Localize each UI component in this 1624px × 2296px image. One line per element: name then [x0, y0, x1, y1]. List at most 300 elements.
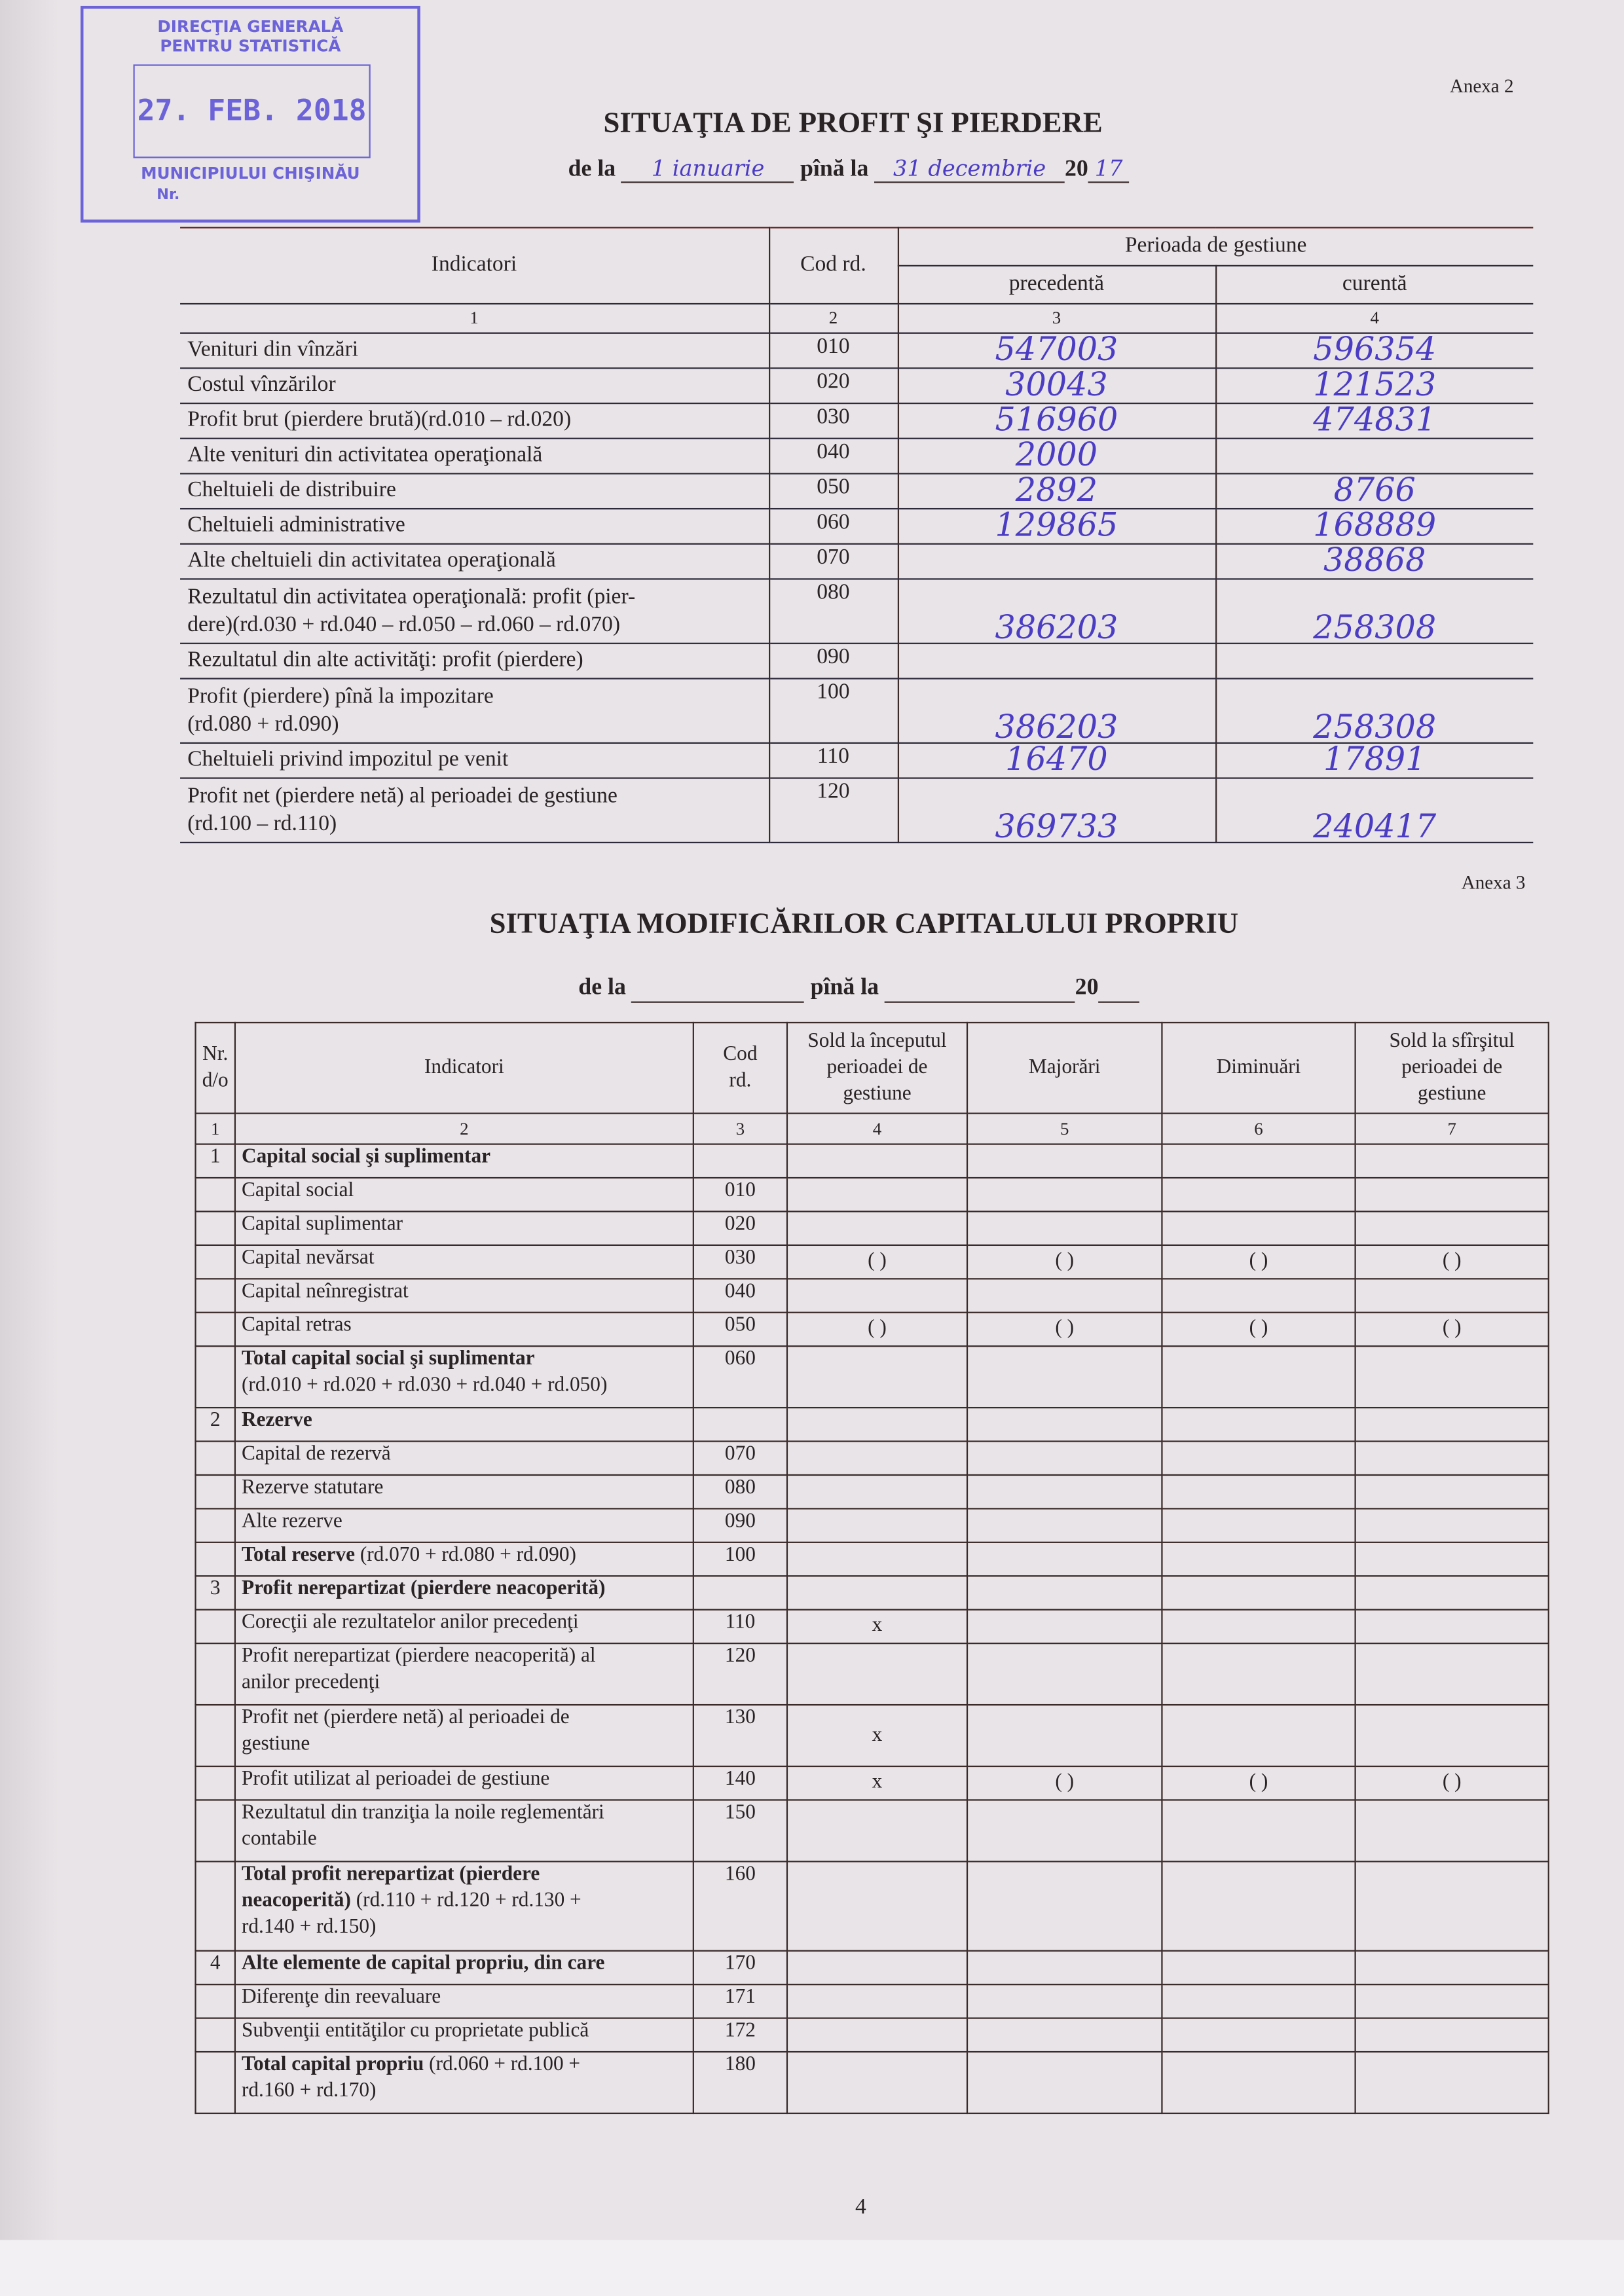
anexa-3-label: Anexa 3 [1461, 871, 1526, 894]
col-num-3: 3 [898, 304, 1215, 333]
row-code: 130 [693, 1705, 787, 1766]
profit-title: SITUAŢIA DE PROFIT ŞI PIERDERE [603, 107, 1103, 139]
row-label-cell [235, 1178, 693, 1211]
value-current: 168889 [1215, 509, 1533, 544]
row-label-cell [235, 1211, 693, 1245]
value-previous: 547003 [898, 333, 1215, 369]
row-label-formula: (rd.060 + rd.100 + rd.160 + rd.170) [241, 2054, 581, 2103]
value-previous: 16470 [898, 743, 1215, 778]
row-number [196, 1245, 235, 1279]
value-c7 [1356, 1144, 1549, 1178]
row-number [196, 1861, 235, 1950]
row-label-cell [235, 1144, 693, 1178]
value-c5 [967, 1800, 1162, 1861]
row-label-cell [235, 1313, 693, 1346]
value-c4 [787, 1643, 967, 1705]
table-row [180, 778, 1533, 843]
value-c5 [967, 1442, 1162, 1475]
value-c6 [1162, 1643, 1355, 1705]
row-label-formula: (rd.010 + rd.020 + rd.030 + rd.040 + rd.050) [241, 1374, 608, 1397]
table-row [180, 509, 1533, 544]
stamp-nr: Nr. [157, 187, 180, 204]
row-number [196, 1211, 235, 1245]
row-label: Profit utilizat al perioadei de gestiune [241, 1768, 550, 1791]
row-code: 100 [769, 678, 898, 742]
row-code [693, 1144, 787, 1178]
table-row [180, 743, 1533, 778]
row-label: Capital social [241, 1180, 354, 1202]
row-label: Rezultatul din tranziţia la noile reglementări contabile [241, 1802, 604, 1851]
value-current [1215, 439, 1533, 474]
row-code: 172 [693, 2018, 787, 2052]
col-num-4: 4 [787, 1114, 967, 1144]
row-label-cell [235, 1576, 693, 1609]
row-code: 030 [693, 1245, 787, 1279]
value-previous [898, 644, 1215, 679]
row-label-cell [235, 1861, 693, 1950]
value-c6 [1162, 1610, 1355, 1643]
table-row [196, 1508, 1549, 1542]
row-code [693, 1408, 787, 1441]
row-code: 080 [693, 1475, 787, 1508]
header-sold-sfirsit: Sold la sfîrşitul perioadei de gestiune [1356, 1023, 1549, 1114]
row-number [196, 2018, 235, 2052]
value-c7 [1356, 1475, 1549, 1508]
table-row [196, 2052, 1549, 2113]
row-label: Costul vînzărilor [180, 368, 769, 403]
row-code: 160 [693, 1861, 787, 1950]
row-code: 010 [693, 1178, 787, 1211]
row-label: Capital suplimentar [241, 1213, 403, 1236]
table-row [196, 1800, 1549, 1861]
value-c6 [1162, 1951, 1355, 1984]
row-code: 100 [693, 1542, 787, 1576]
value-c4 [787, 1408, 967, 1441]
value-current: 474831 [1215, 403, 1533, 439]
value-c6 [1162, 1178, 1355, 1211]
value-c5 [967, 1508, 1162, 1542]
table-row [196, 1442, 1549, 1475]
value-previous: 516960 [898, 403, 1215, 439]
col-num-1: 1 [180, 304, 769, 333]
value-c6: ( ) [1162, 1245, 1355, 1279]
value-c6 [1162, 2052, 1355, 2113]
value-current: 258308 [1215, 678, 1533, 742]
table-row [196, 1408, 1549, 1441]
profit-loss-table [180, 227, 1533, 847]
table-row [196, 1643, 1549, 1705]
anexa-2-label: Anexa 2 [1449, 75, 1514, 97]
table-row [180, 579, 1533, 643]
col-num-3: 3 [693, 1114, 787, 1144]
row-code: 140 [693, 1766, 787, 1800]
table-row [180, 473, 1533, 509]
row-label: Rezultatul din alte activităţi: profit (pierdere) [180, 644, 769, 679]
stamp-line2: PENTRU STATISTICĂ [160, 36, 341, 56]
row-label: Capital social şi suplimentar [241, 1146, 491, 1169]
table-row [196, 2018, 1549, 2052]
row-code: 180 [693, 2052, 787, 2113]
row-number [196, 1346, 235, 1408]
value-c6 [1162, 2018, 1355, 2052]
value-c5 [967, 2018, 1162, 2052]
value-current [1215, 644, 1533, 679]
row-number [196, 1475, 235, 1508]
row-code: 050 [693, 1313, 787, 1346]
value-c6 [1162, 1408, 1355, 1441]
value-c7 [1356, 1542, 1549, 1576]
value-c5 [967, 1643, 1162, 1705]
row-number [196, 1178, 235, 1211]
row-code: 070 [693, 1442, 787, 1475]
value-c7 [1356, 1610, 1549, 1643]
value-c5: ( ) [967, 1313, 1162, 1346]
header-perioada: Perioada de gestiune [898, 228, 1534, 266]
row-label: Cheltuieli administrative [180, 509, 769, 544]
value-c6: ( ) [1162, 1766, 1355, 1800]
row-number [196, 1705, 235, 1766]
row-label: Profit (pierdere) pînă la impozitare (rd.080 + rd.090) [180, 678, 769, 742]
row-number [196, 1508, 235, 1542]
value-current: 38868 [1215, 544, 1533, 579]
page-number: 4 [855, 2196, 866, 2220]
value-c6 [1162, 1279, 1355, 1312]
value-c4 [787, 1346, 967, 1408]
table-row [196, 1245, 1549, 1279]
row-number [196, 2052, 235, 2113]
de-la-label: de la [578, 975, 626, 1000]
header-cod: Cod rd. [769, 228, 898, 304]
table-row [196, 1279, 1549, 1312]
table-row [196, 1610, 1549, 1643]
row-label: Capital retras [241, 1315, 352, 1337]
value-c6 [1162, 1576, 1355, 1609]
row-label: Capital de rezervă [241, 1443, 391, 1466]
value-c6 [1162, 1508, 1355, 1542]
value-current: 121523 [1215, 368, 1533, 403]
row-label: Total reserve [241, 1544, 355, 1567]
value-c5 [967, 2052, 1162, 2113]
row-label: Profit net (pierdere netă) al perioadei de gestiune (rd.100 – rd.110) [180, 778, 769, 843]
value-c4 [787, 1542, 967, 1576]
row-code: 110 [693, 1610, 787, 1643]
year-prefix: 20 [1065, 156, 1088, 182]
col-num-7: 7 [1356, 1114, 1549, 1144]
row-label: Alte cheltuieli din activitatea operaţională [180, 544, 769, 579]
row-label-cell [235, 1408, 693, 1441]
row-label-cell [235, 1610, 693, 1643]
header-curenta: curentă [1215, 266, 1533, 304]
value-c5 [967, 1144, 1162, 1178]
row-label-cell [235, 1542, 693, 1576]
table-row [196, 1313, 1549, 1346]
value-c4 [787, 2018, 967, 2052]
value-c5 [967, 1346, 1162, 1408]
value-c6 [1162, 1144, 1355, 1178]
row-label: Diferenţe din reevaluare [241, 1986, 441, 2009]
row-label-cell [235, 1766, 693, 1800]
row-code: 120 [769, 778, 898, 843]
table-row [196, 1861, 1549, 1950]
row-code: 020 [769, 368, 898, 403]
value-c7 [1356, 1951, 1549, 1984]
value-c4 [787, 1800, 967, 1861]
row-label: Capital neînregistrat [241, 1281, 409, 1303]
row-code: 090 [693, 1508, 787, 1542]
value-c7 [1356, 2052, 1549, 2113]
table-row [180, 368, 1533, 403]
capital-period [578, 975, 1139, 1002]
value-c4 [787, 1144, 967, 1178]
value-previous: 2892 [898, 473, 1215, 509]
value-c7 [1356, 1178, 1549, 1211]
table-row [196, 1475, 1549, 1508]
row-label: Subvenţii entităţilor cu proprietate publică [241, 2020, 589, 2043]
value-c6 [1162, 1346, 1355, 1408]
table-row [180, 439, 1533, 474]
row-label: Corecţii ale rezultatelor anilor precedenţi [241, 1612, 579, 1634]
year-prefix: 20 [1075, 975, 1099, 1000]
row-label: Total capital social şi suplimentar [241, 1348, 535, 1371]
row-label-cell [235, 1508, 693, 1542]
value-c6 [1162, 1211, 1355, 1245]
row-number [196, 1279, 235, 1312]
row-number: 4 [196, 1951, 235, 1984]
header-diminuari: Diminuări [1162, 1023, 1355, 1114]
row-code: 020 [693, 1211, 787, 1245]
to-date-field: 31 decembrie [874, 155, 1065, 183]
row-label-cell [235, 1279, 693, 1312]
value-c6 [1162, 1442, 1355, 1475]
scan-edge [0, 0, 58, 2255]
row-number: 1 [196, 1144, 235, 1178]
row-label: Total capital propriu [241, 2054, 424, 2076]
row-number [196, 1984, 235, 2018]
value-c6 [1162, 1542, 1355, 1576]
value-c7 [1356, 1508, 1549, 1542]
row-code: 060 [769, 509, 898, 544]
pina-la-label: pînă la [810, 975, 879, 1000]
value-c6 [1162, 1800, 1355, 1861]
stamp-date: 27. FEB. 2018 [137, 92, 367, 128]
row-label: Profit nerepartizat (pierdere neacoperită) al anilor precedenţi [241, 1645, 596, 1694]
row-number [196, 1313, 235, 1346]
value-c7 [1356, 1705, 1549, 1766]
de-la-label: de la [568, 156, 616, 182]
row-label: Profit nerepartizat (pierdere neacoperită) [241, 1578, 606, 1601]
pina-la-label: pînă la [800, 156, 869, 182]
table-row [180, 403, 1533, 439]
value-c4 [787, 1442, 967, 1475]
value-current: 596354 [1215, 333, 1533, 369]
row-label: Capital nevărsat [241, 1247, 375, 1269]
from-date-field: 1 ianuarie [621, 155, 794, 183]
table-row [196, 1984, 1549, 2018]
value-c6: ( ) [1162, 1313, 1355, 1346]
table-row [196, 1178, 1549, 1211]
row-label-cell [235, 1475, 693, 1508]
row-label: Rezerve [241, 1410, 312, 1432]
value-c5 [967, 1211, 1162, 1245]
row-label-cell [235, 1705, 693, 1766]
value-c4: x [787, 1705, 967, 1766]
value-c7: ( ) [1356, 1313, 1549, 1346]
table-row [180, 644, 1533, 679]
header-nr: Nr. d/o [196, 1023, 235, 1114]
row-code [693, 1576, 787, 1609]
row-label-formula: (rd.070 + rd.080 + rd.090) [354, 1544, 576, 1567]
row-code: 150 [693, 1800, 787, 1861]
year-suffix-field: 17 [1088, 155, 1130, 183]
row-label-cell [235, 1245, 693, 1279]
value-c7: ( ) [1356, 1766, 1549, 1800]
value-c4 [787, 2052, 967, 2113]
row-number: 3 [196, 1576, 235, 1609]
table-row [196, 1576, 1549, 1609]
row-label: Alte rezerve [241, 1510, 342, 1533]
row-label-cell [235, 1984, 693, 2018]
row-label-cell [235, 1951, 693, 1984]
value-c7 [1356, 1643, 1549, 1705]
header-sold-inceput: Sold la începutul perioadei de gestiune [787, 1023, 967, 1114]
row-label-cell [235, 2052, 693, 2113]
value-c5 [967, 1279, 1162, 1312]
row-number [196, 1643, 235, 1705]
table-row [180, 678, 1533, 742]
row-label: Profit brut (pierdere brută)(rd.010 – rd.020) [180, 403, 769, 439]
value-c6 [1162, 1861, 1355, 1950]
stamp-line3: MUNICIPIULUI CHIŞINĂU [141, 164, 360, 183]
value-c4 [787, 1861, 967, 1950]
value-current: 240417 [1215, 778, 1533, 843]
row-code: 040 [693, 1279, 787, 1312]
row-code: 010 [769, 333, 898, 369]
value-c7 [1356, 1861, 1549, 1950]
row-code: 040 [769, 439, 898, 474]
row-label: Cheltuieli privind impozitul pe venit [180, 743, 769, 778]
row-number: 2 [196, 1408, 235, 1441]
header-indicatori: Indicatori [235, 1023, 693, 1114]
col-num-2: 2 [235, 1114, 693, 1144]
table-row [196, 1951, 1549, 1984]
value-c6 [1162, 1984, 1355, 2018]
value-c6 [1162, 1705, 1355, 1766]
value-c6 [1162, 1475, 1355, 1508]
value-c7 [1356, 1346, 1549, 1408]
value-c7 [1356, 1279, 1549, 1312]
value-c4: x [787, 1610, 967, 1643]
row-label-cell [235, 1800, 693, 1861]
table-row [196, 1542, 1549, 1576]
col-num-2: 2 [769, 304, 898, 333]
value-previous [898, 544, 1215, 579]
value-c4: ( ) [787, 1245, 967, 1279]
row-label-cell [235, 1442, 693, 1475]
value-c5 [967, 1408, 1162, 1441]
row-code: 110 [769, 743, 898, 778]
row-label: Alte elemente de capital propriu, din care [241, 1953, 605, 1975]
value-c7 [1356, 2018, 1549, 2052]
table-row [196, 1211, 1549, 1245]
header-precedenta: precedentă [898, 266, 1215, 304]
value-previous: 386203 [898, 678, 1215, 742]
row-code: 171 [693, 1984, 787, 2018]
value-current: 8766 [1215, 473, 1533, 509]
value-previous: 369733 [898, 778, 1215, 843]
scan-bottom-margin [0, 2240, 1624, 2295]
value-c4 [787, 1984, 967, 2018]
table-row [196, 1766, 1549, 1800]
value-previous: 386203 [898, 579, 1215, 643]
row-number [196, 1800, 235, 1861]
row-code: 120 [693, 1643, 787, 1705]
value-c5 [967, 1576, 1162, 1609]
value-c4 [787, 1211, 967, 1245]
row-code: 030 [769, 403, 898, 439]
stamp-line1: DIRECŢIA GENERALĂ [157, 17, 344, 37]
row-code: 170 [693, 1951, 787, 1984]
row-label-cell [235, 2018, 693, 2052]
value-c7 [1356, 1800, 1549, 1861]
value-c4: x [787, 1766, 967, 1800]
header-indicatori: Indicatori [180, 228, 769, 304]
value-c4 [787, 1279, 967, 1312]
value-c5: ( ) [967, 1245, 1162, 1279]
table-row [196, 1144, 1549, 1178]
value-c5 [967, 1984, 1162, 2018]
col-num-4: 4 [1215, 304, 1533, 333]
value-c4 [787, 1951, 967, 1984]
row-label-formula: (rd.110 + rd.120 + rd.130 + rd.140 + rd.150) [241, 1889, 581, 1939]
value-c4 [787, 1576, 967, 1609]
value-c4 [787, 1178, 967, 1211]
value-c4 [787, 1475, 967, 1508]
value-c7 [1356, 1984, 1549, 2018]
row-code: 060 [693, 1346, 787, 1408]
value-c7 [1356, 1576, 1549, 1609]
row-label: Cheltuieli de distribuire [180, 473, 769, 509]
value-c5 [967, 1178, 1162, 1211]
value-c5 [967, 1475, 1162, 1508]
header-cod: Cod rd. [693, 1023, 787, 1114]
row-number [196, 1542, 235, 1576]
value-previous: 129865 [898, 509, 1215, 544]
value-c4 [787, 1508, 967, 1542]
value-c4: ( ) [787, 1313, 967, 1346]
row-code: 080 [769, 579, 898, 643]
col-num-5: 5 [967, 1114, 1162, 1144]
row-label-cell [235, 1643, 693, 1705]
row-label: Profit net (pierdere netă) al perioadei de gestiune [241, 1707, 570, 1756]
table-row [196, 1346, 1549, 1408]
row-code: 050 [769, 473, 898, 509]
row-label: Venituri din vînzări [180, 333, 769, 369]
value-c5 [967, 1542, 1162, 1576]
capital-changes-table [194, 1022, 1549, 2114]
value-c5 [967, 1705, 1162, 1766]
table-row [180, 544, 1533, 579]
value-c5 [967, 1951, 1162, 1984]
value-current: 17891 [1215, 743, 1533, 778]
value-previous: 2000 [898, 439, 1215, 474]
header-majorari: Majorări [967, 1023, 1162, 1114]
value-c5: ( ) [967, 1766, 1162, 1800]
row-number [196, 1766, 235, 1800]
profit-period [568, 155, 1130, 183]
value-c7 [1356, 1408, 1549, 1441]
col-num-1: 1 [196, 1114, 235, 1144]
value-c7 [1356, 1211, 1549, 1245]
